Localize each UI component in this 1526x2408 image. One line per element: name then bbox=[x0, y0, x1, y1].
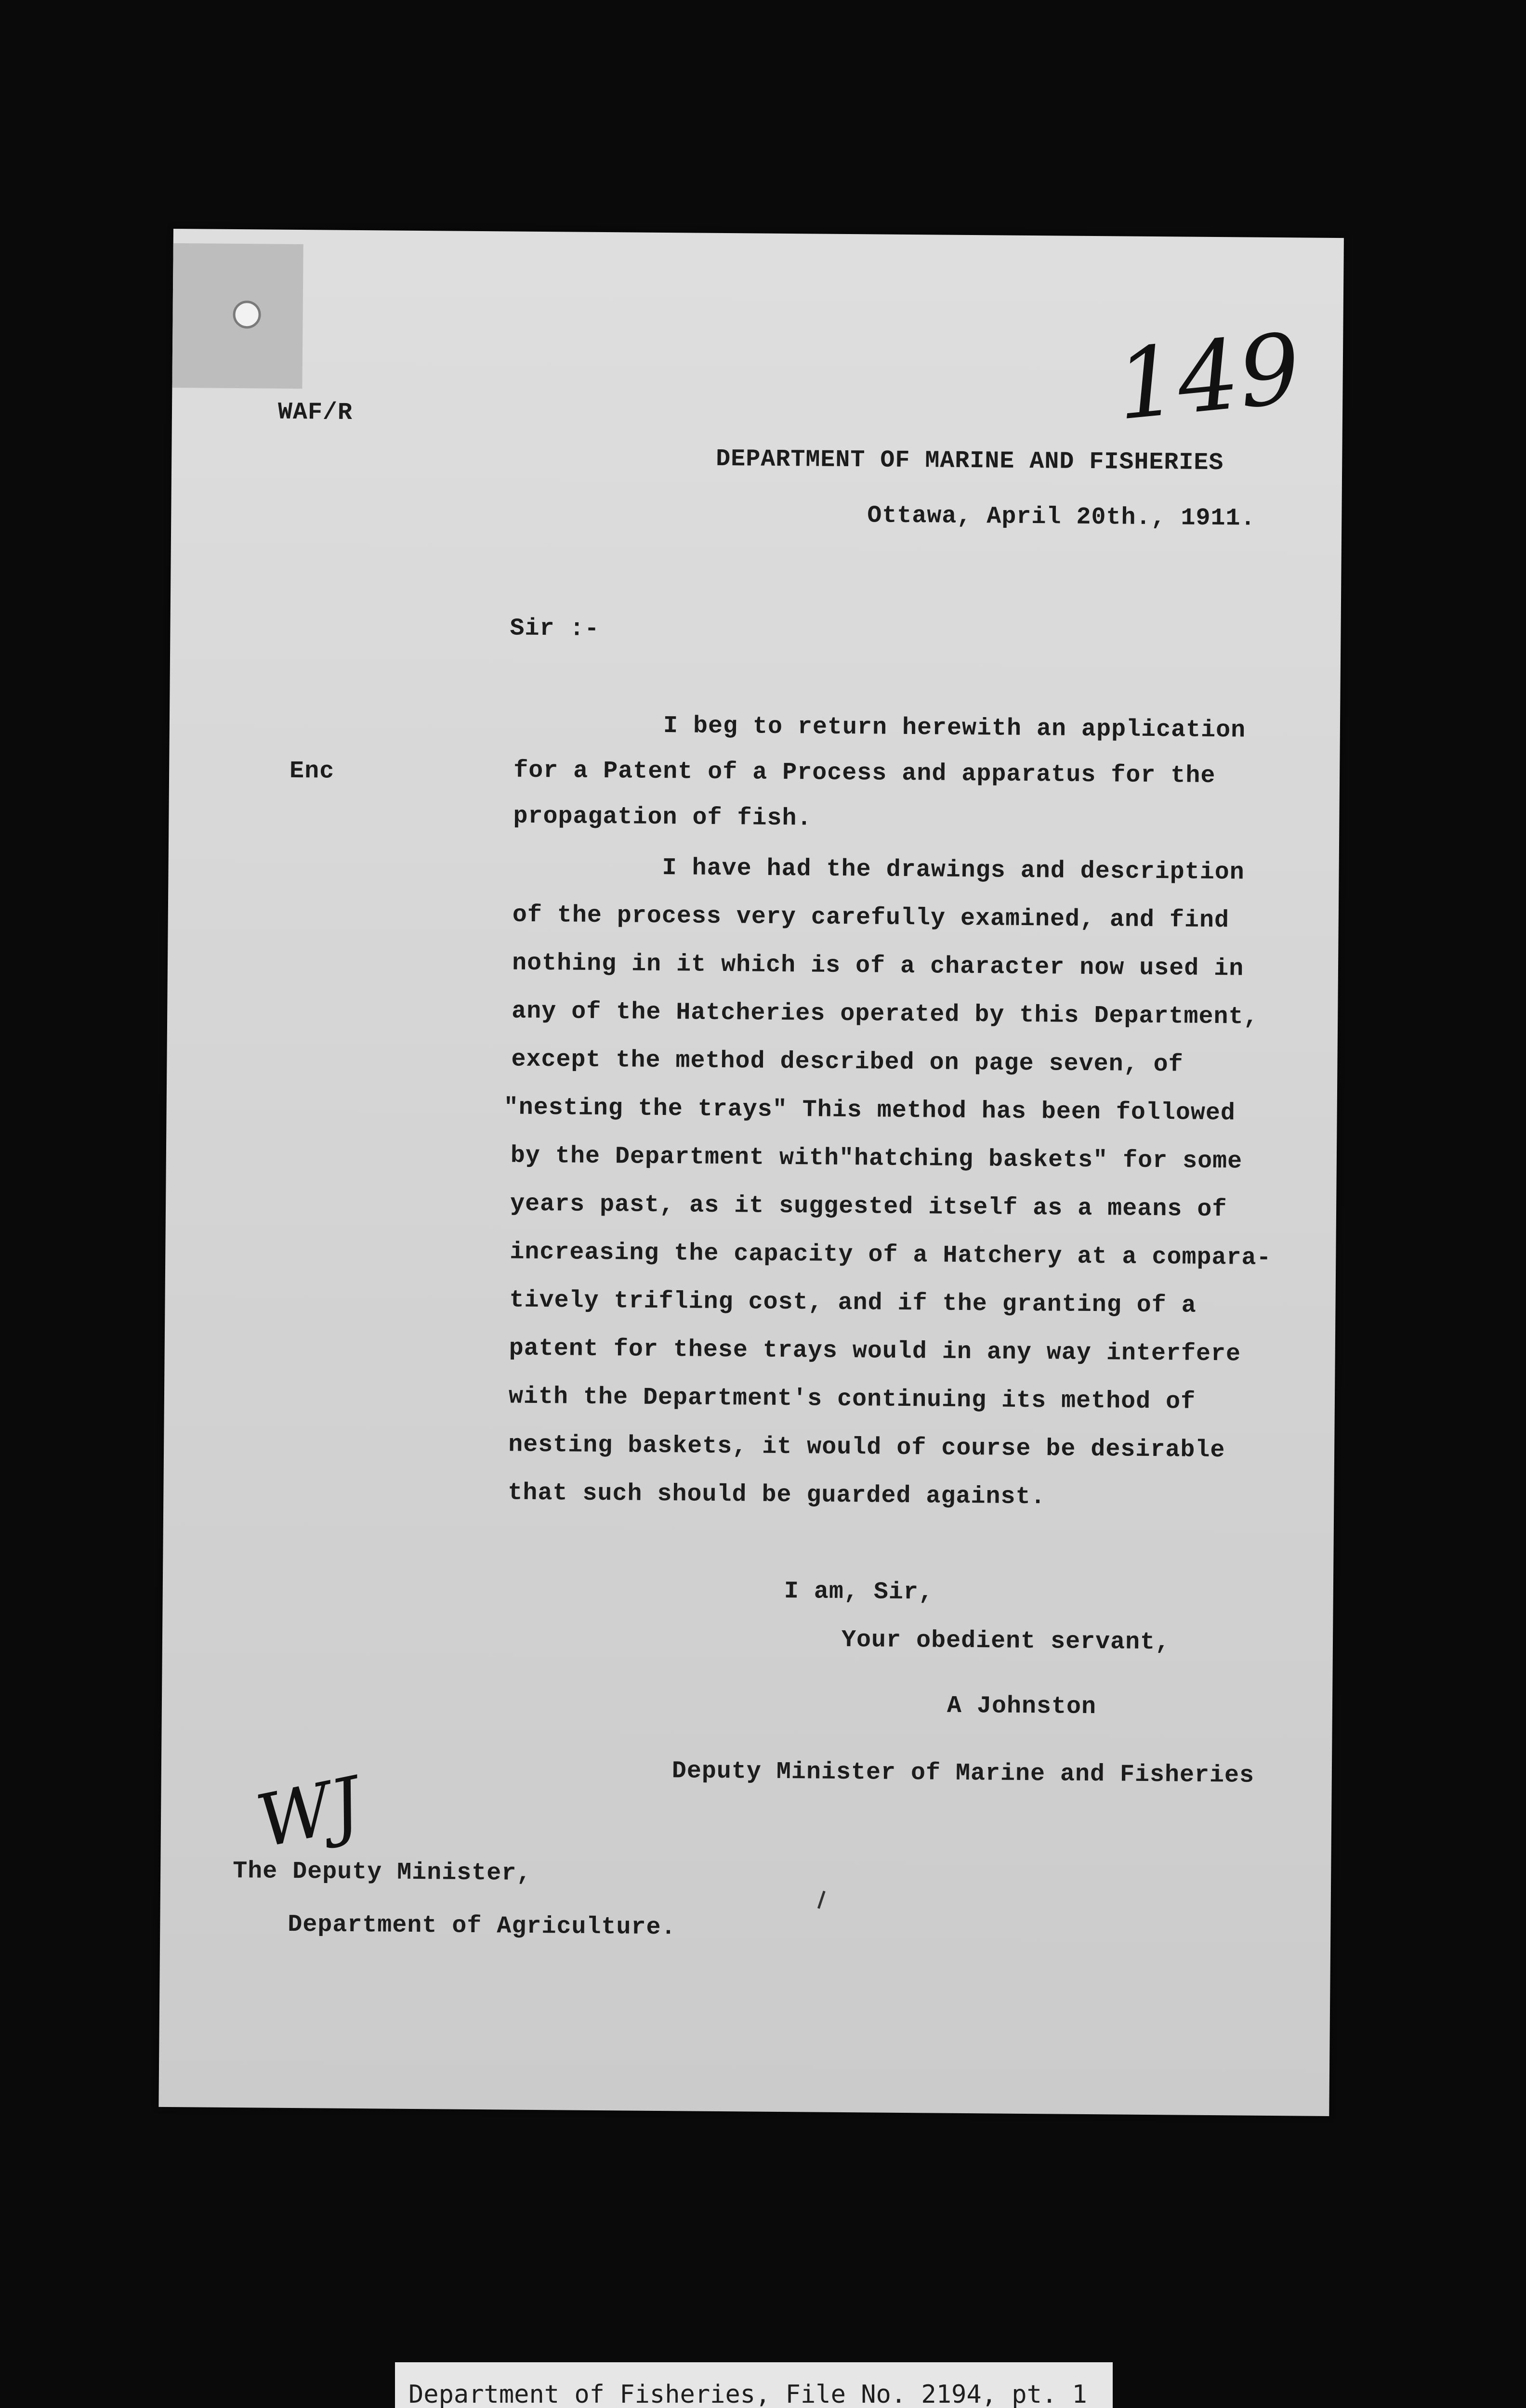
body-line: propagation of fish. bbox=[513, 802, 812, 833]
body-line: I have had the drawings and description bbox=[662, 854, 1245, 887]
addressee-line-1: The Deputy Minister, bbox=[232, 1858, 532, 1887]
signatory-title: Deputy Minister of Marine and Fisheries bbox=[671, 1757, 1255, 1790]
punch-hole bbox=[233, 301, 261, 328]
reference-initials: WAF/R bbox=[277, 398, 353, 427]
body-line: I beg to return herewith an application bbox=[663, 712, 1246, 745]
body-line: for a Patent of a Process and apparatus for the bbox=[513, 757, 1216, 790]
folio-number: 149 bbox=[1111, 312, 1305, 442]
closing-servant: Your obedient servant, bbox=[841, 1626, 1171, 1657]
pencil-mark bbox=[817, 1891, 826, 1909]
body-line: patent for these trays would in any way interfere bbox=[509, 1335, 1241, 1368]
salutation: Sir :- bbox=[510, 615, 600, 643]
body-line: "nesting the trays" This method has been followed bbox=[503, 1094, 1236, 1127]
body-line: with the Department's continuing its method of bbox=[508, 1383, 1196, 1416]
addressee-line-2: Department of Agriculture. bbox=[288, 1911, 676, 1942]
handwritten-initials: WJ bbox=[250, 1761, 368, 1865]
body-line: except the method described on page seven, of bbox=[511, 1046, 1184, 1079]
signature: A Johnston bbox=[947, 1692, 1097, 1721]
body-line: of the process very carefully examined, and find bbox=[512, 901, 1230, 935]
place-date: Ottawa, April 20th., 1911. bbox=[867, 502, 1256, 533]
body-line: by the Department with"hatching baskets" for some bbox=[510, 1142, 1243, 1176]
department-heading: DEPARTMENT OF MARINE AND FISHERIES bbox=[716, 445, 1224, 477]
body-line: that such should be guarded against. bbox=[508, 1479, 1046, 1511]
body-line: nesting baskets, it would of course be desirable bbox=[508, 1431, 1225, 1465]
body-line: years past, as it suggested itself as a means of bbox=[510, 1190, 1227, 1224]
closing-greeting: I am, Sir, bbox=[784, 1578, 934, 1607]
body-line: tively trifling cost, and if the granting of a bbox=[509, 1286, 1197, 1320]
letter-page bbox=[158, 229, 1344, 2116]
body-line: increasing the capacity of a Hatchery at a compara- bbox=[510, 1238, 1272, 1272]
body-line: nothing in it which is of a character now used in bbox=[512, 949, 1244, 983]
body-line: any of the Hatcheries operated by this Department, bbox=[512, 997, 1259, 1031]
archive-file-label: Department of Fisheries, File No. 2194, pt. 1 bbox=[395, 2362, 1113, 2408]
margin-note-enclosure: Enc bbox=[289, 757, 335, 785]
